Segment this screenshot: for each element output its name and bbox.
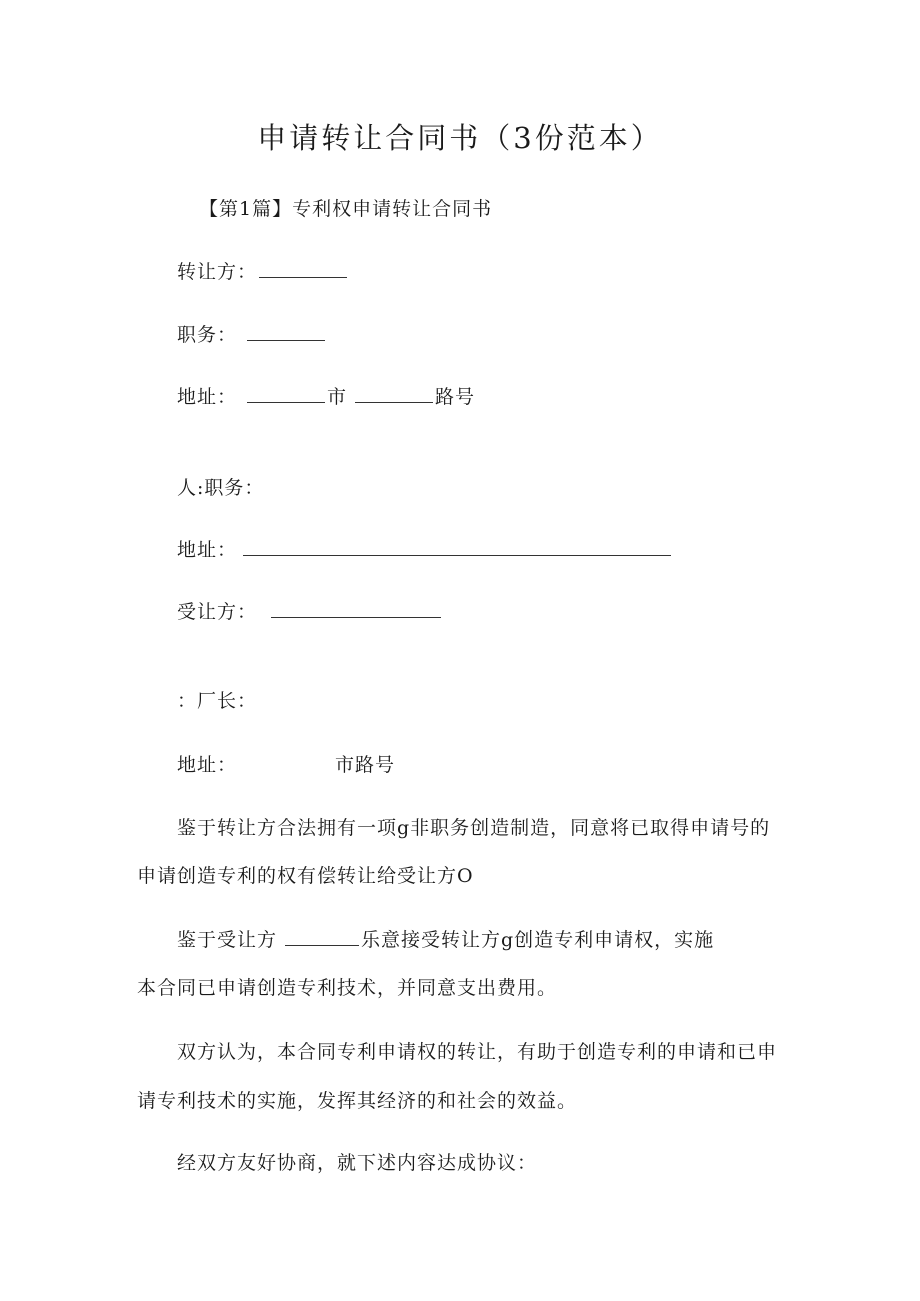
- paragraph-2-text-a: 鉴于受让方: [177, 929, 278, 951]
- paragraph-2-line-1: [177, 928, 714, 952]
- address-row-2: [177, 538, 673, 562]
- paragraph-1-line-2: 申请创造专利的权有偿转让给受让方O: [137, 865, 474, 887]
- paragraph-4-line-1: 经双方友好协商，就下述内容达成协议：: [177, 1152, 538, 1174]
- city-label: 市: [327, 386, 348, 408]
- city-road-label: 市路号: [335, 754, 396, 776]
- position-row: [177, 323, 327, 347]
- transferee-name-blank: [285, 928, 359, 946]
- section-heading: 【第1篇】专利权申请转让合同书: [199, 198, 493, 220]
- paragraph-3-line-1: 双方认为，本合同专利申请权的转让，有助于创造专利的申请和已申: [177, 1041, 778, 1063]
- transferee-blank: [271, 600, 441, 618]
- road-label: 路号: [435, 386, 476, 408]
- city-blank: [247, 385, 325, 403]
- address-label: 地址：: [177, 386, 238, 408]
- document-title: 申请转让合同书（3份范本）: [257, 121, 663, 155]
- person-position-line: 人:职务：: [177, 477, 265, 499]
- paragraph-3-line-2: 请专利技术的实施，发挥其经济的和社会的效益。: [137, 1090, 578, 1112]
- transferee-label: 受让方：: [177, 601, 258, 623]
- address-label: 地址：: [177, 539, 238, 561]
- address-blank: [243, 538, 671, 556]
- paragraph-2-text-b: 乐意接受转让方g创造专利申请权，实施: [361, 929, 715, 951]
- position-blank: [247, 323, 325, 341]
- road-blank: [355, 385, 433, 403]
- paragraph-1-line-1: 鉴于转让方合法拥有一项g非职务创造制造，同意将已取得申请号的: [177, 817, 771, 839]
- factory-head-line: ：厂长：: [177, 690, 258, 712]
- address-row-1: [177, 385, 475, 409]
- position-label: 职务：: [177, 324, 238, 346]
- transferor-blank: [259, 260, 347, 278]
- transferor-row: [177, 260, 349, 284]
- transferee-row: [177, 600, 443, 624]
- address-label: 地址：: [177, 754, 238, 776]
- paragraph-2-line-2: 本合同已申请创造专利技术，并同意支出费用。: [137, 977, 558, 999]
- address-row-3: [177, 753, 395, 777]
- transferor-label: 转让方：: [177, 261, 258, 283]
